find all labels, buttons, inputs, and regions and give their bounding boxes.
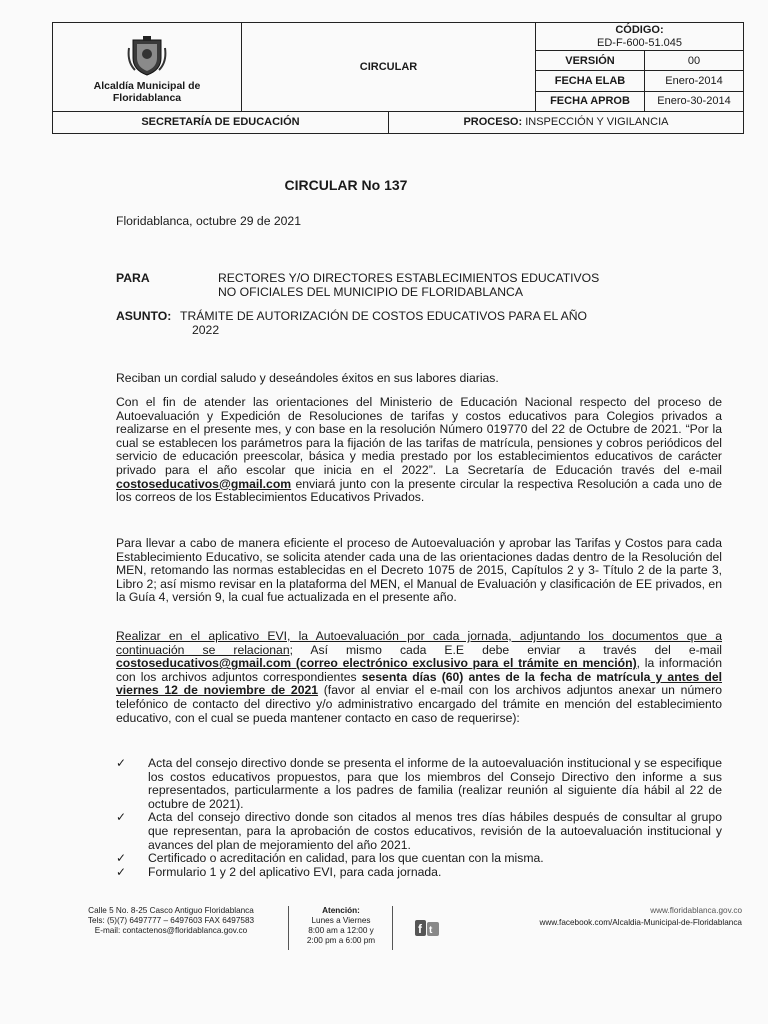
p3-deadline: sesenta días (60) antes de la fecha de matrícula	[361, 669, 651, 684]
asunto-subject	[180, 310, 730, 337]
fecha-aprob-label: FECHA APROB	[536, 91, 645, 111]
doc-type: CIRCULAR	[242, 23, 536, 112]
p3-date: y antes del viernes 12 de noviembre de 2021	[116, 669, 722, 698]
paragraph-1	[116, 396, 722, 505]
code-value: ED-F-600-51.045	[597, 36, 682, 49]
footer-address-line2: Tels: (5)(7) 6497777 – 6497603 FAX 6497583	[87, 916, 255, 925]
footer-address	[58, 906, 284, 936]
check-icon: ✓	[116, 864, 127, 879]
para-label: PARA	[116, 271, 150, 285]
para-line2: NO OFICIALES DEL MUNICIPIO DE FLORIDABLANCA	[218, 284, 523, 299]
secretaria: SECRETARÍA DE EDUCACIÓN	[53, 111, 389, 133]
footer-hours-line1: Lunes a Viernes	[311, 916, 371, 925]
fecha-aprob-value: Enero-30-2014	[645, 91, 744, 111]
logo-cell	[53, 23, 242, 112]
entity-name-line1: Alcaldía Municipal de	[93, 79, 201, 92]
footer-website-link[interactable]: www.floridablanca.gov.co	[650, 906, 742, 915]
proceso-cell	[388, 111, 743, 133]
p3-text-b: , la información con los archivos adjuntos correspondientes	[116, 656, 723, 684]
p1-text-a: Con el fin de atender las orientaciones del Ministerio de Educación Nacional respecto del proceso de Autoevaluación y Expedición de Resoluciones de tarifas y costos educativos para Colegios privados a realizarse en el presente mes, y con base en la resolución Número 019770 del 22 de Octubre de 2021. “Por la cual se establecen los parámetros para la fijación de las tarifas de matrícula, pensiones y cobros periódicos del servicio de educación preescolar, básica y media prestado por los establecimientos educativos de carácter privado para el año escolar que inicia en el 2022”. La Secretaría de Educación través del e-mail	[116, 395, 722, 477]
list-item	[116, 852, 722, 866]
check-icon: ✓	[116, 756, 127, 770]
code-label: CÓDIGO:	[615, 23, 664, 36]
p3-email-note: (correo electrónico exclusivo para el trámite en mención)	[291, 656, 637, 671]
p1-email-link[interactable]: costoseducativos@gmail.com	[116, 476, 292, 491]
p3-underlined: Realizar en el aplicativo EVI, la Autoevaluación por cada jornada, adjuntando los documentos que a continuación se relacionan;	[116, 629, 722, 657]
list-item	[116, 866, 722, 880]
p3-email-link[interactable]: costoseducativos@gmail.com	[116, 656, 292, 671]
list-item	[116, 757, 722, 811]
list-item-text: Formulario 1 y 2 del aplicativo EVI, para cada jornada.	[148, 864, 442, 879]
requirements-list	[116, 757, 722, 879]
footer-web	[442, 906, 742, 928]
greeting: Reciban un cordial saludo y deseándoles éxitos en sus labores diarias.	[116, 371, 499, 385]
footer-facebook-link[interactable]: www.facebook.com/Alcaldia-Municipal-de-Floridablanca	[539, 918, 742, 927]
header-table	[52, 22, 744, 134]
list-item-text: Certificado o acreditación en calidad, para los que cuentan con la misma.	[148, 851, 544, 866]
asunto-line2: 2022	[192, 322, 220, 337]
footer-hours-title: Atención:	[322, 906, 360, 915]
paragraph-3	[116, 630, 722, 725]
footer-divider	[288, 906, 289, 950]
para-recipients	[218, 272, 728, 299]
asunto-line1: TRÁMITE DE AUTORIZACIÓN DE COSTOS EDUCATIVOS PARA EL AÑO	[180, 309, 587, 323]
version-label: VERSIÓN	[536, 51, 645, 71]
list-item	[116, 811, 722, 852]
facebook-twitter-icon[interactable]	[414, 918, 440, 938]
svg-text:f: f	[418, 922, 422, 936]
p3-text-a: Así mismo cada E.E debe enviar a través del e-mail	[293, 642, 722, 657]
svg-text:t: t	[429, 925, 433, 936]
list-item-text: Acta del consejo directivo donde se presenta el informe de la autoevaluación institucional y se especifique los costos educativos propuestos, para que los miembros del Consejo Directivo den informe a sus representados, particularmente a los padres de familia (realizar reunión al siguiente día hábil al 22 de octubre de 2021).	[148, 756, 722, 811]
footer-address-line1: Calle 5 No. 8-25 Casco Antiguo Floridablanca	[88, 906, 254, 915]
code-cell	[536, 23, 744, 51]
p3-text-c: (favor al enviar el e-mail con los archivos adjuntos anexar un número telefónico de contacto del directivo y/o administrativo encargado del trámite en mención del establecimiento educativo, con el cual se pueda mantener contacto en caso de requerirse):	[116, 683, 722, 725]
proceso-value: INSPECCIÓN Y VIGILANCIA	[525, 116, 669, 129]
footer-hours-line3: 2:00 pm a 6:00 pm	[306, 936, 376, 945]
list-item-text: Acta del consejo directivo donde son citados al menos tres días hábiles después de consultar al grupo que representan, para la aprobación de costos educativos, revisión de la autoevaluación institucional y avances del plan de mejoramiento del año 2021.	[148, 810, 722, 852]
circular-title: CIRCULAR No 137	[284, 177, 408, 193]
para-line1: RECTORES Y/O DIRECTORES ESTABLECIMIENTOS EDUCATIVOS	[218, 271, 600, 285]
municipal-crest-icon	[125, 34, 169, 78]
p1-text-b: enviará junto con la presente circular la respectiva Resolución a cada uno de los correos de los Establecimientos Educativos Privados.	[116, 476, 722, 505]
asunto-label: ASUNTO:	[116, 309, 172, 323]
page-footer	[58, 906, 742, 956]
footer-hours-line2: 8:00 am a 12:00 y	[308, 926, 374, 935]
entity-name-line2: Floridablanca	[112, 91, 182, 104]
fecha-elab-label: FECHA ELAB	[536, 71, 645, 91]
footer-divider	[392, 906, 393, 950]
paragraph-2: Para llevar a cabo de manera eficiente el proceso de Autoevaluación y aprobar las Tarifas y Costos para cada Establecimiento Educativo, se solicita atender cada una de las orientaciones dadas dentro de la Resolución del MEN, retomando las normas establecidas en el Decreto 1075 de 2015, Capítulos 2 y 3- Título 2 de la parte 3, Libro 2; así mismo revisar en la plataforma del MEN, el Manual de Evaluación y clasificación de EE privados, en la Guía 4, versión 9, la cual fue actualizada en el presente año.	[116, 536, 722, 605]
version-value: 00	[645, 51, 744, 71]
date-line: Floridablanca, octubre 29 de 2021	[116, 214, 301, 228]
footer-address-line3: E-mail: contactenos@floridablanca.gov.co	[94, 926, 248, 935]
fecha-elab-value: Enero-2014	[645, 71, 744, 91]
footer-hours	[296, 906, 386, 946]
proceso-label: PROCESO:	[463, 116, 523, 129]
check-icon: ✓	[116, 851, 127, 866]
check-icon: ✓	[116, 810, 127, 825]
